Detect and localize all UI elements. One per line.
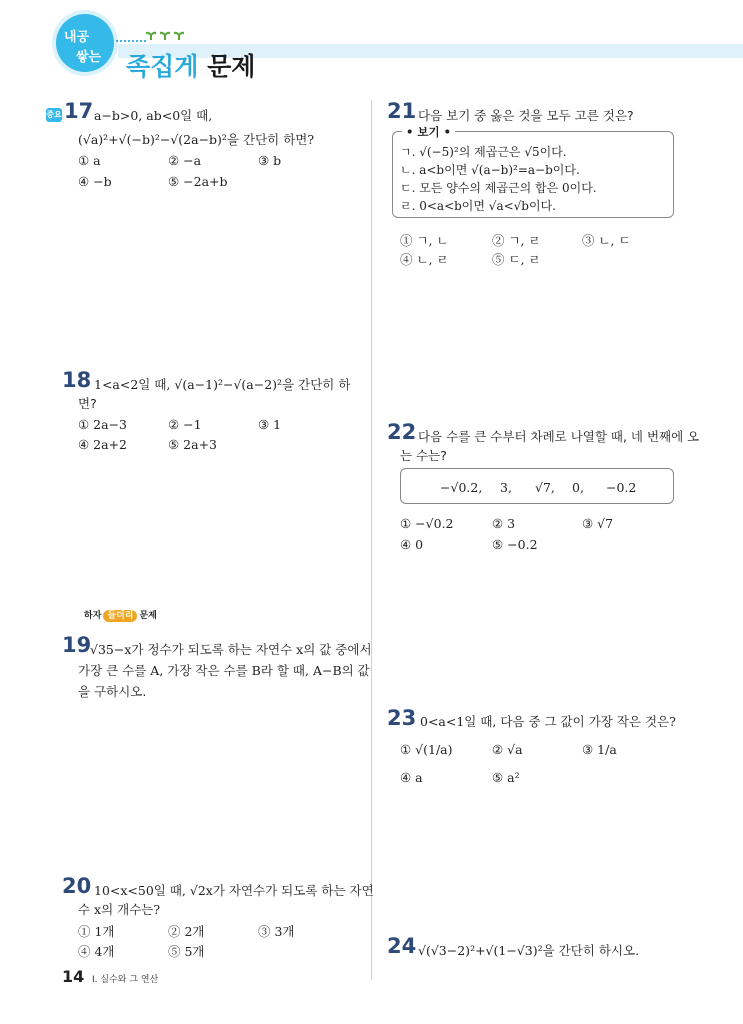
sprout-icon: [146, 30, 156, 40]
q22-line2: 는 수는?: [400, 448, 447, 463]
question-number-22: 22: [387, 420, 417, 444]
question-number-21: 21: [387, 99, 417, 123]
q23-option-4[interactable]: ④ a: [400, 770, 423, 785]
badge-line2: 쌓는: [76, 50, 102, 65]
mark-pre: 하자: [84, 611, 102, 621]
q21-option-3[interactable]: ③ ㄴ, ㄷ: [582, 233, 631, 248]
q23-option-2[interactable]: ② √a: [492, 742, 523, 757]
sprout-icon: [160, 30, 170, 40]
column-divider: [371, 100, 372, 980]
q18-option-2[interactable]: ② −1: [168, 417, 202, 432]
mark-post: 문제: [139, 611, 157, 621]
q19-line3: 을 구하시오.: [78, 684, 147, 699]
difficulty-mark: [84, 608, 157, 621]
q22-option-3[interactable]: ③ √7: [582, 516, 614, 531]
page-title: [126, 47, 255, 83]
q17-option-2[interactable]: ② −a: [168, 153, 202, 168]
title-accent: 족집게: [126, 52, 199, 81]
question-number-20: 20: [62, 874, 92, 898]
bogi-item-3: ㄷ. 모든 양수의 제곱근의 합은 0이다.: [400, 181, 597, 195]
q20-line1: 10<x<50일 때, √2x가 자연수가 되도록 하는 자연: [94, 883, 374, 898]
q22-line1: 다음 수를 큰 수부터 차례로 나열할 때, 네 번째에 오: [418, 429, 700, 444]
q23-option-5[interactable]: ⑤ a²: [492, 770, 520, 785]
q20-option-5[interactable]: ⑤ 5개: [168, 944, 205, 959]
q18-option-5[interactable]: ⑤ 2a+3: [168, 437, 218, 452]
q17-line1: a−b>0, ab<0일 때,: [94, 108, 213, 123]
q21-line1: 다음 보기 중 옳은 것을 모두 고른 것은?: [418, 108, 634, 123]
title-rest: 문제: [198, 52, 256, 81]
q20-option-3[interactable]: ③ 3개: [258, 924, 295, 939]
q17-option-1[interactable]: ① a: [78, 153, 101, 168]
q21-option-5[interactable]: ⑤ ㄷ, ㄹ: [492, 252, 541, 267]
q17-option-3[interactable]: ③ b: [258, 153, 282, 168]
q20-option-1[interactable]: ① 1개: [78, 924, 115, 939]
q22-value-4: 0,: [572, 480, 584, 495]
q17-line2: (√a)²+√(−b)²−√(2a−b)²을 간단히 하면?: [78, 132, 315, 147]
q24-line1: √(√3−2)²+√(1−√3)²을 간단히 하시오.: [418, 943, 640, 958]
question-number-19: 19: [62, 633, 92, 657]
q20-option-2[interactable]: ② 2개: [168, 924, 205, 939]
title-dots: [116, 40, 146, 42]
q18-option-1[interactable]: ① 2a−3: [78, 417, 128, 432]
section-title: Ⅰ. 실수와 그 연산: [92, 975, 159, 985]
bogi-item-4: ㄹ. 0<a<b이면 √a<√b이다.: [400, 199, 556, 213]
q21-option-2[interactable]: ② ㄱ, ㄹ: [492, 233, 541, 248]
q23-option-1[interactable]: ① √(1/a): [400, 742, 453, 757]
q22-value-5: −0.2: [606, 480, 637, 495]
q19-line1: √35−x가 정수가 되도록 하는 자연수 x의 값 중에서: [90, 642, 372, 657]
q18-option-3[interactable]: ③ 1: [258, 417, 282, 432]
q23-line1: 0<a<1일 때, 다음 중 그 값이 가장 작은 것은?: [420, 714, 676, 729]
q22-option-2[interactable]: ② 3: [492, 516, 516, 531]
badge-line1: 내공: [64, 30, 90, 45]
q18-line1: 1<a<2일 때, √(a−1)²−√(a−2)²을 간단히 하: [94, 377, 351, 392]
q17-option-4[interactable]: ④ −b: [78, 174, 112, 189]
q22-value-2: 3,: [500, 480, 512, 495]
header-badge: [56, 14, 114, 72]
q22-value-1: −√0.2,: [440, 480, 483, 495]
q20-line2: 수 x의 개수는?: [78, 902, 161, 917]
mark-pill: 들더리: [103, 610, 137, 622]
q17-option-5[interactable]: ⑤ −2a+b: [168, 174, 228, 189]
question-number-24: 24: [387, 934, 417, 958]
q22-option-4[interactable]: ④ 0: [400, 537, 424, 552]
q18-line2: 면?: [78, 396, 97, 411]
sprout-icon: [174, 30, 184, 40]
q22-option-1[interactable]: ① −√0.2: [400, 516, 454, 531]
q20-option-4[interactable]: ④ 4개: [78, 944, 115, 959]
important-badge: 중요: [46, 108, 62, 122]
question-number-23: 23: [387, 706, 417, 730]
q22-option-5[interactable]: ⑤ −0.2: [492, 537, 538, 552]
page-number: 14: [62, 967, 85, 986]
q23-option-3[interactable]: ③ 1/a: [582, 742, 617, 757]
q21-option-1[interactable]: ① ㄱ, ㄴ: [400, 233, 449, 248]
q18-option-4[interactable]: ④ 2a+2: [78, 437, 128, 452]
q21-option-4[interactable]: ④ ㄴ, ㄹ: [400, 252, 449, 267]
question-number-17: 17: [64, 99, 94, 123]
q22-value-3: √7,: [535, 480, 555, 495]
q19-line2: 가장 큰 수를 A, 가장 작은 수를 B라 할 때, A−B의 값: [78, 663, 370, 678]
question-number-18: 18: [62, 368, 92, 392]
bogi-item-1: ㄱ. √(−5)²의 제곱근은 √5이다.: [400, 145, 567, 159]
bogi-item-2: ㄴ. a<b이면 √(a−b)²=a−b이다.: [400, 163, 580, 177]
bogi-label: • 보기 •: [402, 124, 455, 140]
